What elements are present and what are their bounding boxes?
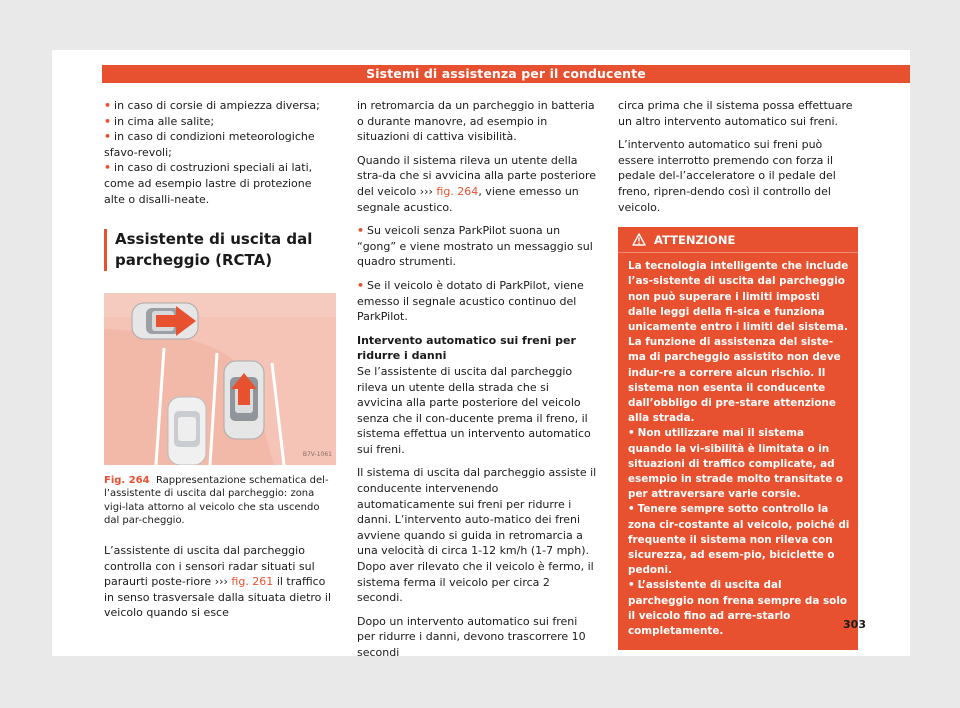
bullet-icon: •: [104, 99, 112, 112]
paragraph: Se l’assistente di uscita dal parcheggio rileva un utente della strada che si avvicina alla parte posteriore del veicolo senza che il con-ducente prema il freno, il sistema effettua un intervento automatico sui freni.: [357, 364, 591, 456]
section-title: Assistente di uscita dal parcheggio (RCTA): [104, 229, 334, 271]
subheading: Intervento automatico sui freni per ridurre i danni: [357, 333, 576, 363]
warning-title: ATTENZIONE: [654, 232, 736, 247]
car-parked-left: [168, 397, 206, 465]
warning-body: [618, 259, 858, 639]
bullet-icon: •: [357, 224, 365, 238]
paragraph: Il sistema di uscita dal parcheggio assiste il conducente intervenendo automaticamente sui freni per ridurre i danni. L’intervento auto-matico dei freni avviene quando si guida in retromarcia a una velocità di circa 1-12 km/h (1-7 mph). Dopo aver rilevato che il veicolo è fermo, il sistema ferma il veicolo per circa 2 secondi.: [357, 466, 597, 605]
bullet-icon: •: [104, 130, 112, 144]
list-item: • Su veicoli senza ParkPilot suona un “gong” e viene mostrato un messaggio sul quadro strumenti.: [357, 224, 593, 269]
bullet-icon: •: [628, 503, 635, 516]
paragraph: Dopo un intervento automatico sui freni per ridurre i danni, devono trascorrere 10 secondi: [357, 614, 586, 659]
paragraph: circa prima che il sistema possa effettuare un altro intervento automatico sui freni.: [618, 99, 853, 128]
list-item: • Non utilizzare mai il sistema quando la vi-sibilità è limitata o in situazioni di traffico complicate, ad esempio in strade molto transitate o per attraversare varie corsie.: [628, 427, 844, 501]
column-left: [104, 98, 334, 629]
figure-link[interactable]: fig. 261: [231, 575, 274, 589]
conditions-list: [104, 98, 334, 207]
paragraph: L’assistente di uscita dal parcheggio controlla con i sensori radar situati sul paraurti poste-riore ››› fig. 261 il traffico in senso trasversale dalla situata dietro il veicolo quando si esce: [104, 543, 332, 620]
bullet-icon: •: [628, 579, 635, 592]
list-item: • in caso di costruzioni speciali ai lati, come ad esempio lastre di protezione alte o disalli-neate.: [104, 161, 313, 206]
page-number: 303: [843, 618, 866, 631]
warning-intro: La tecnologia intelligente che include l’as-sistente di uscita dal parcheggio non può superare i limiti imposti dalle leggi della fi-sica e funziona unicamente entro i limiti del sistema. La funzione di assistenza del siste-ma di parcheggio assistito non deve indur-re a correre alcun rischio. Il sistema non esenta il conducente dall’obbligo di pre-stare attenzione alla strada.: [628, 260, 849, 425]
rcta-figure: [104, 293, 336, 465]
figure-caption: Fig. 264 Rappresentazione schematica del-l’assistente di uscita dal parcheggio: zona vigi-lata attorno al veicolo che sta uscendo dal par-cheggio.: [104, 475, 329, 526]
warning-triangle-icon: [632, 233, 646, 246]
figure-label: Fig. 264: [104, 475, 150, 487]
warning-box: [618, 227, 858, 650]
column-middle: [357, 98, 597, 669]
figure-code: B7V-1061: [302, 450, 332, 458]
bullet-icon: •: [104, 114, 112, 128]
manual-page: [52, 50, 910, 659]
list-item: • Tenere sempre sotto controllo la zona cir-costante al veicolo, poiché di frequente il sistema non rileva con sicurezza, ad esem-pio, biciclette o pedoni.: [628, 503, 850, 577]
reference-arrow: ›››: [214, 575, 228, 589]
reference-arrow: ›››: [419, 184, 433, 198]
list-item: • Se il veicolo è dotato di ParkPilot, viene emesso il segnale acustico continuo del ParkPilot.: [357, 278, 584, 324]
list-item: • L’assistente di uscita dal parcheggio non frena sempre da solo il veicolo fino ad arre-starlo completamente.: [628, 579, 848, 638]
figure-link[interactable]: fig. 264: [436, 184, 479, 198]
list-item: • in caso di corsie di ampiezza diversa;: [104, 99, 320, 112]
warning-header: [618, 227, 858, 253]
paragraph: Quando il sistema rileva un utente della stra-da che si avvicina alla parte posteriore del veicolo ››› fig. 264, viene emesso un segnale acustico.: [357, 153, 596, 214]
bullet-icon: •: [104, 161, 112, 175]
paragraph: in retromarcia da un parcheggio in batteria o durante manovre, ad esempio in situazioni di cattiva visibilità.: [357, 99, 595, 144]
list-item: • in caso di condizioni meteorologiche sfavo-revoli;: [104, 130, 315, 159]
bullet-icon: •: [628, 427, 635, 440]
bullet-icon: •: [357, 278, 365, 292]
parking-illustration: [104, 293, 336, 465]
paragraph: L’intervento automatico sui freni può essere interrotto premendo con forza il pedale del-l’acceleratore o il pedale del freno, ripren-dendo così il controllo del veicolo.: [618, 138, 836, 214]
column-right: [618, 98, 858, 650]
list-item: • in cima alle salite;: [104, 114, 215, 128]
section-header: Sistemi di assistenza per il conducente: [102, 65, 910, 83]
